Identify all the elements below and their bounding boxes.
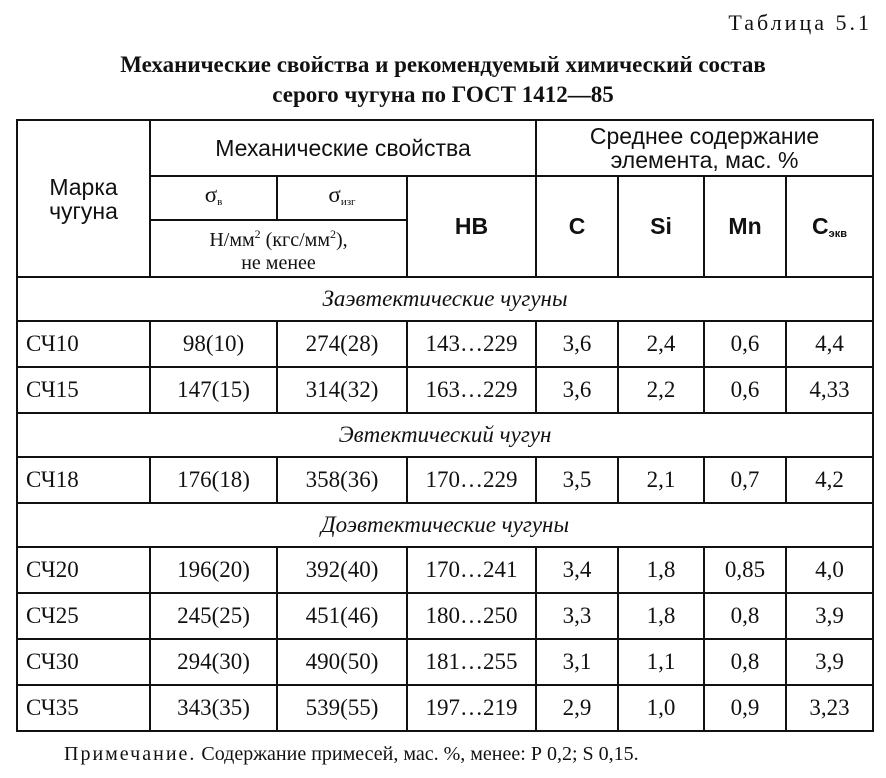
cell-mn: 0,7 [704,457,786,503]
cell-si: 1,8 [618,547,704,593]
table-row [17,321,873,367]
cell-grade: СЧ10 [17,321,150,367]
cell-sizg: 358(36) [277,457,407,503]
cell-grade: СЧ35 [17,685,150,731]
cell-sizg: 274(28) [277,321,407,367]
cell-mn: 0,8 [704,593,786,639]
cell-c: 3,6 [536,321,618,367]
cell-sb: 245(25) [150,593,277,639]
cell-sizg: 314(32) [277,367,407,413]
header-mn: Mn [704,176,786,277]
cell-c: 3,4 [536,547,618,593]
cell-mn: 0,8 [704,639,786,685]
sigma-izg-subscript: изг [340,195,356,208]
cell-c: 2,9 [536,685,618,731]
caption-line-1: Механические свойства и рекомендуемый химический состав [120,52,766,77]
cell-sb: 343(35) [150,685,277,731]
cell-ceq: 4,33 [786,367,873,413]
cell-hb: 163…229 [407,367,536,413]
header-units [150,220,407,277]
cell-grade: СЧ18 [17,457,150,503]
cell-si: 2,2 [618,367,704,413]
cell-hb: 181…255 [407,639,536,685]
sigma-b-subscript: в [217,195,223,208]
cell-ceq: 3,23 [786,685,873,731]
cell-sb: 294(30) [150,639,277,685]
header-sigma-b [150,176,277,220]
section-row [17,277,873,321]
cell-ceq: 4,2 [786,457,873,503]
header-mechanical: Механические свойства [150,120,536,176]
section-row [17,503,873,547]
header-hb: НВ [407,176,536,277]
cell-ceq: 4,4 [786,321,873,367]
cell-sb: 196(20) [150,547,277,593]
cell-sb: 176(18) [150,457,277,503]
cell-si: 1,0 [618,685,704,731]
cell-c: 3,5 [536,457,618,503]
cell-hb: 170…241 [407,547,536,593]
ceq-symbol: С [812,213,829,239]
section-title: Заэвтектические чугуны [17,277,873,321]
header-ceq [786,176,873,277]
cell-c: 3,1 [536,639,618,685]
cell-c: 3,3 [536,593,618,639]
cell-si: 2,4 [618,321,704,367]
table-row [17,457,873,503]
header-si: Si [618,176,704,277]
section-row [17,413,873,457]
cell-ceq: 3,9 [786,593,873,639]
table-number: Таблица 5.1 [728,10,872,35]
cell-si: 2,1 [618,457,704,503]
cell-sizg: 490(50) [277,639,407,685]
cell-hb: 170…229 [407,457,536,503]
table-row [17,367,873,413]
sigma-izg-symbol: σ [328,181,341,207]
header-chemical: Среднее содержание элемента, мас. % [536,120,873,176]
cell-si: 1,8 [618,593,704,639]
cell-grade: СЧ15 [17,367,150,413]
table-row [17,685,873,731]
section-title: Эвтектический чугун [17,413,873,457]
header-c: С [536,176,618,277]
sigma-b-symbol: σ [204,181,218,207]
cell-grade: СЧ20 [17,547,150,593]
cell-ceq: 3,9 [786,639,873,685]
units-line-2: не менее [241,251,316,274]
note-text: Содержание примесей, мас. %, менее: Р 0,2; S 0,15. [196,743,639,765]
table-note [64,743,639,766]
cell-sb: 147(15) [150,367,277,413]
table-row [17,547,873,593]
cell-mn: 0,9 [704,685,786,731]
table-caption [0,50,886,110]
caption-line-2: серого чугуна по ГОСТ 1412—85 [272,82,614,107]
section-title: Доэвтектические чугуны [17,503,873,547]
cell-hb: 180…250 [407,593,536,639]
header-sigma-izg [277,176,407,220]
units-line-1: $Н/мм^2$ $(кгс/мм^2)$, [209,226,348,251]
cell-mn: 0,85 [704,547,786,593]
cell-hb: 197…219 [407,685,536,731]
ceq-subscript: экв [828,228,848,240]
table-row [17,639,873,685]
table-row [17,593,873,639]
note-label: Примечание. [64,743,197,765]
cell-sb: 98(10) [150,321,277,367]
cell-mn: 0,6 [704,367,786,413]
cell-si: 1,1 [618,639,704,685]
cell-ceq: 4,0 [786,547,873,593]
cell-sizg: 539(55) [277,685,407,731]
cell-hb: 143…229 [407,321,536,367]
cell-sizg: 392(40) [277,547,407,593]
header-grade: Марка чугуна [17,120,150,277]
cell-sizg: 451(46) [277,593,407,639]
cell-mn: 0,6 [704,321,786,367]
cell-grade: СЧ30 [17,639,150,685]
cell-grade: СЧ25 [17,593,150,639]
properties-table [16,119,874,732]
cell-c: 3,6 [536,367,618,413]
